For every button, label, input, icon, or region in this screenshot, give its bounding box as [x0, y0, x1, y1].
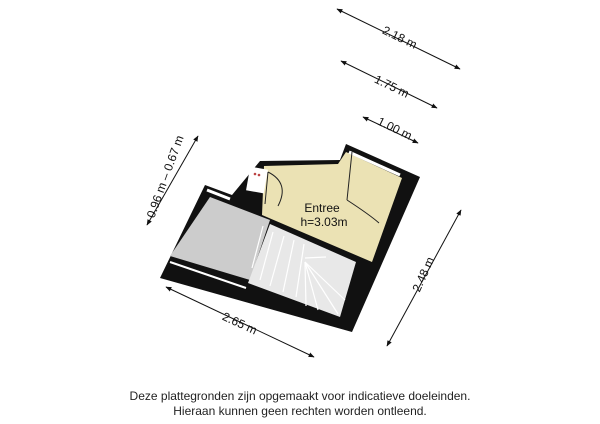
room-height: h=3.03m [300, 215, 348, 229]
disclaimer [0, 389, 600, 419]
dim-left-pair: 0.96 m – 0.67 m [143, 133, 187, 220]
dim-top-total: 2.18 m [380, 23, 420, 52]
room-name: Entree [304, 201, 340, 215]
dim-top-middle: 1.75 m [372, 72, 412, 101]
disclaimer-line-2: Hieraan kunnen geen rechten worden ontleend. [173, 404, 427, 418]
dim-bottom: 2.65 m [220, 309, 260, 338]
dim-top-short: 1.00 m [375, 114, 415, 143]
disclaimer-line-1: Deze plattegronden zijn opgemaakt voor indicatieve doeleinden. [129, 389, 471, 403]
dim-right-side: 2.48 m [409, 254, 438, 294]
